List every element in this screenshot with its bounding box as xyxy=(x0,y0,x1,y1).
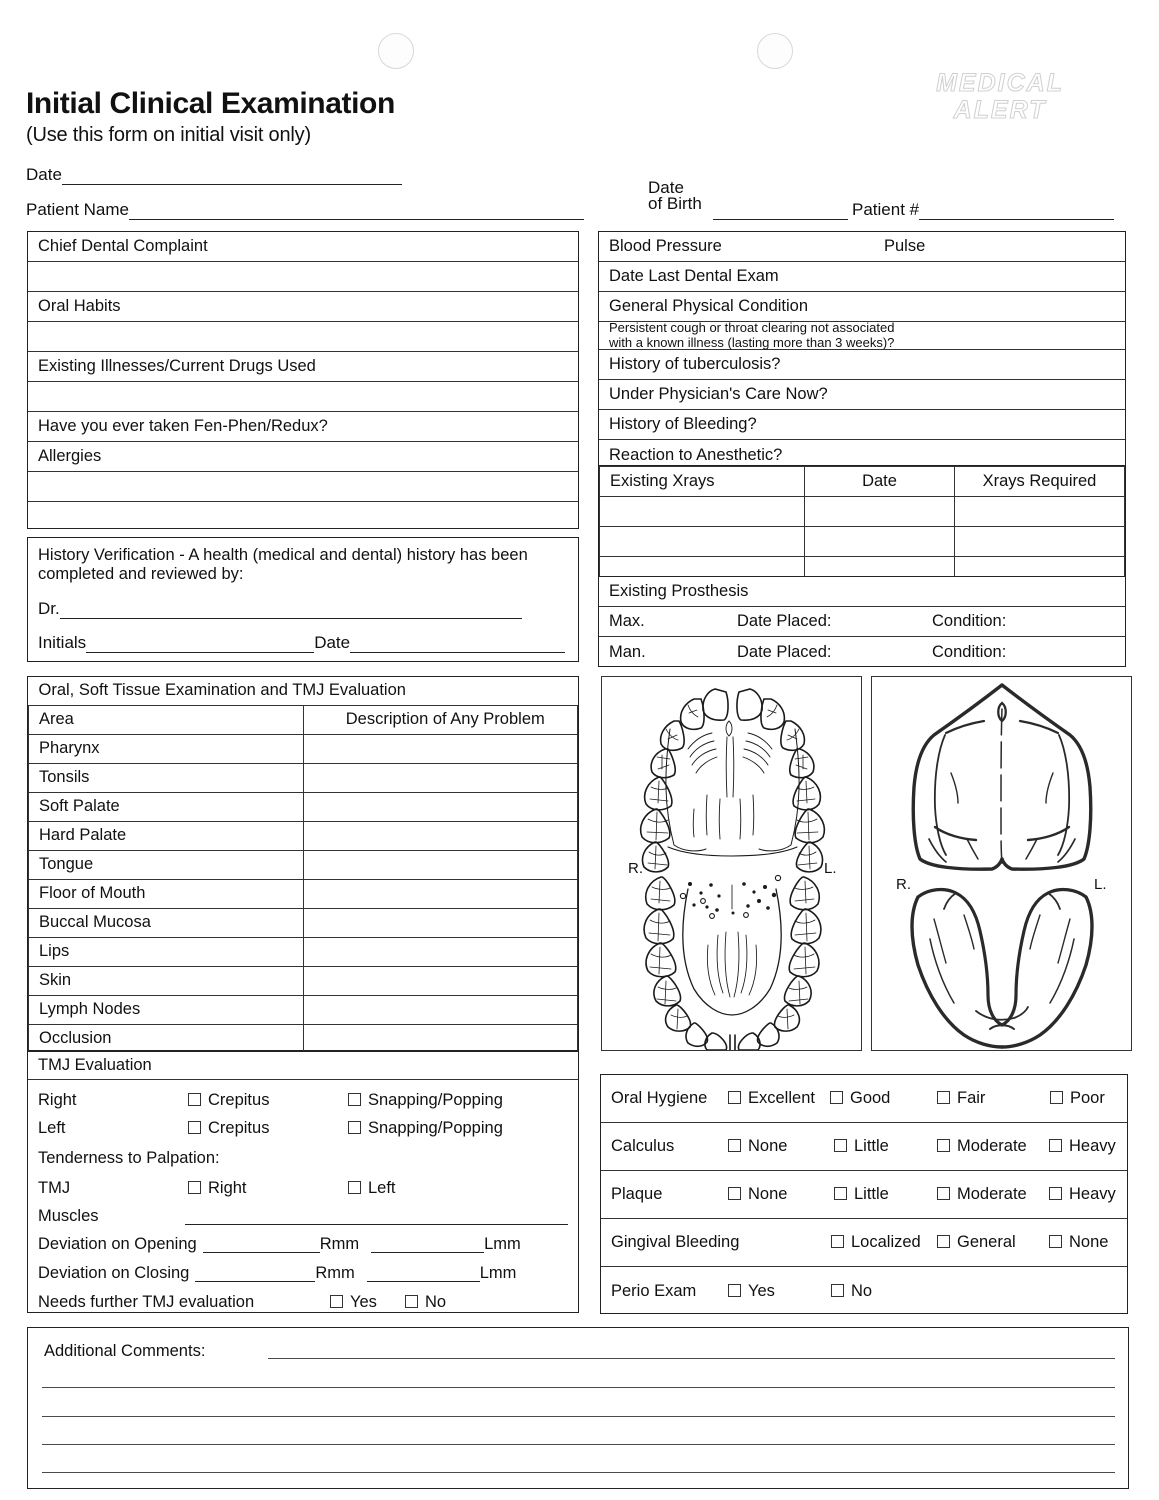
calculus-moderate[interactable] xyxy=(937,1137,1027,1156)
gingival-bleeding-general[interactable] xyxy=(937,1233,1016,1252)
calculus-heavy[interactable] xyxy=(1049,1137,1116,1156)
xrays-col-required: Xrays Required xyxy=(955,467,1125,497)
prosthesis-man-label: Man. xyxy=(609,642,646,661)
allergies-label-row: Allergies xyxy=(28,442,578,472)
checkbox-icon[interactable] xyxy=(831,1284,844,1297)
xrays-header-row xyxy=(600,467,1125,497)
patient-number-input[interactable] xyxy=(919,203,1114,220)
tmj-title: TMJ Evaluation xyxy=(28,1052,578,1080)
snapping-label: Snapping/Popping xyxy=(368,1090,503,1109)
prosthesis-man-row[interactable] xyxy=(599,637,1125,667)
edentulous-right-label: R. xyxy=(896,876,911,893)
palpation-left-label: Left xyxy=(368,1178,396,1197)
plaque-label: Plaque xyxy=(611,1185,663,1203)
tmj-left-crepitus[interactable] xyxy=(188,1119,348,1138)
patient-name-label: Patient Name xyxy=(26,200,129,219)
soft-tissue-table xyxy=(28,677,578,1054)
edentulous-arch-svg xyxy=(872,677,1132,1051)
checkbox-icon[interactable] xyxy=(728,1091,741,1104)
allergies-entry-row-2[interactable] xyxy=(28,502,578,532)
area-description-input[interactable] xyxy=(303,937,578,966)
checkbox-icon[interactable] xyxy=(188,1093,201,1106)
area-description-input[interactable] xyxy=(303,792,578,821)
tmj-left-row xyxy=(38,1114,568,1142)
date-field[interactable] xyxy=(26,165,402,185)
further-evaluation-row xyxy=(38,1288,568,1316)
patient-number-field[interactable] xyxy=(852,200,1114,220)
dob-label xyxy=(648,180,702,212)
table-row[interactable] xyxy=(29,763,578,792)
area-description-input[interactable] xyxy=(303,966,578,995)
area-description-input[interactable] xyxy=(303,821,578,850)
oral-habits-entry-row[interactable] xyxy=(28,322,578,352)
deviation-opening-lmm: Lmm xyxy=(484,1235,521,1253)
history-dr-input[interactable] xyxy=(60,602,522,619)
tmj-right-label: Right xyxy=(38,1090,77,1109)
medical-alert-line1: MEDICAL xyxy=(936,69,1064,97)
date-label: Date xyxy=(26,165,62,184)
comment-line-2[interactable] xyxy=(42,1387,1115,1388)
table-row[interactable] xyxy=(29,1024,578,1053)
chief-complaint-box xyxy=(27,231,579,529)
xrays-col-existing: Existing Xrays xyxy=(600,467,805,497)
tmj-left-label: Left xyxy=(38,1118,66,1137)
comment-line-4[interactable] xyxy=(42,1444,1115,1445)
option-label: Heavy xyxy=(1069,1185,1116,1203)
xray-existing-input[interactable] xyxy=(600,527,805,557)
area-label: Floor of Mouth xyxy=(29,879,304,908)
area-label: Hard Palate xyxy=(29,821,304,850)
option-label: Poor xyxy=(1070,1089,1105,1107)
deviation-closing-lmm: Lmm xyxy=(479,1264,517,1282)
perio-exam-label: Perio Exam xyxy=(611,1281,697,1300)
option-label: Excellent xyxy=(748,1089,815,1107)
area-description-input[interactable] xyxy=(303,995,578,1024)
history-verification-text: History Verification - A health (medical and dental) history has been completed and reviewed by: xyxy=(38,546,528,584)
punch-hole-left xyxy=(378,33,414,69)
persistent-cough-row[interactable] xyxy=(599,319,1125,350)
page-subtitle: (Use this form on initial visit only) xyxy=(26,124,311,146)
checkbox-icon[interactable] xyxy=(937,1235,950,1248)
medical-alert-line2: ALERT xyxy=(953,96,1047,124)
area-label: Lymph Nodes xyxy=(29,995,304,1024)
table-row[interactable] xyxy=(29,908,578,937)
option-label: Fair xyxy=(957,1089,986,1107)
checkbox-icon[interactable] xyxy=(834,1139,847,1152)
tmj-palpation-right[interactable] xyxy=(188,1179,348,1198)
table-row[interactable] xyxy=(29,734,578,763)
tmj-palpation-label: TMJ xyxy=(38,1178,71,1197)
deviation-closing-label: Deviation on Closing xyxy=(38,1264,190,1282)
existing-xrays-box xyxy=(598,465,1126,586)
soft-tissue-title: Oral, Soft Tissue Examination and TMJ Evaluation xyxy=(29,677,578,705)
area-description-input[interactable] xyxy=(303,1024,578,1053)
table-row[interactable] xyxy=(29,995,578,1024)
oral-hygiene-poor[interactable] xyxy=(1050,1089,1105,1108)
checkbox-icon[interactable] xyxy=(1050,1091,1063,1104)
option-label: Yes xyxy=(748,1281,775,1300)
page-title: Initial Clinical Examination xyxy=(26,87,395,120)
dentate-left-label: L. xyxy=(824,860,837,877)
patient-number-label: Patient # xyxy=(852,200,920,219)
dentate-right-label: R. xyxy=(628,860,643,877)
calculus-little[interactable] xyxy=(834,1137,889,1156)
tmj-right-crepitus[interactable] xyxy=(188,1091,348,1110)
chief-complaint-entry-row[interactable] xyxy=(28,262,578,292)
option-label: Localized xyxy=(851,1233,921,1251)
checkbox-icon[interactable] xyxy=(330,1295,343,1308)
oral-habits-label-row: Oral Habits xyxy=(28,292,578,322)
cough-line-2: with a known illness (lasting more than 3 weeks)? xyxy=(609,334,895,350)
patient-name-input[interactable] xyxy=(129,203,584,220)
area-description-input[interactable] xyxy=(303,850,578,879)
prosthesis-man-date-label: Date Placed: xyxy=(737,642,832,661)
prosthesis-title-row: Existing Prosthesis xyxy=(599,577,1125,607)
area-description-input[interactable] xyxy=(303,734,578,763)
existing-prosthesis-box xyxy=(598,576,1126,667)
gingival-bleeding-none[interactable] xyxy=(1049,1233,1108,1252)
existing-illnesses-entry-row[interactable] xyxy=(28,382,578,412)
deviation-opening-label: Deviation on Opening xyxy=(38,1235,197,1253)
medical-alert-watermark xyxy=(936,70,1064,124)
allergies-entry-row-1[interactable] xyxy=(28,472,578,502)
soft-tissue-header-row xyxy=(29,705,578,734)
soft-tissue-col-area: Area xyxy=(29,705,304,734)
muscles-row[interactable] xyxy=(38,1202,568,1230)
plaque-none[interactable] xyxy=(728,1185,787,1204)
oral-hygiene-box xyxy=(600,1074,1128,1314)
option-label: Good xyxy=(850,1089,891,1107)
option-label: None xyxy=(748,1137,788,1155)
deviation-closing-rmm: Rmm xyxy=(315,1264,355,1282)
general-physical-condition-row[interactable]: General Physical Condition xyxy=(599,292,1125,322)
table-row[interactable] xyxy=(29,850,578,879)
area-description-input[interactable] xyxy=(303,763,578,792)
area-label: Buccal Mucosa xyxy=(29,908,304,937)
comment-line-1[interactable] xyxy=(268,1358,1115,1359)
existing-illnesses-label-row: Existing Illnesses/Current Drugs Used xyxy=(28,352,578,382)
prosthesis-max-date-label: Date Placed: xyxy=(737,612,832,630)
checkbox-icon[interactable] xyxy=(1049,1139,1062,1152)
history-date-label: Date xyxy=(314,632,351,652)
perio-exam-yes[interactable] xyxy=(728,1282,775,1301)
no-label: No xyxy=(425,1292,447,1311)
xray-date-input[interactable] xyxy=(805,527,955,557)
checkbox-icon[interactable] xyxy=(834,1187,847,1200)
tmj-right-snapping[interactable] xyxy=(348,1091,503,1110)
area-label: Tongue xyxy=(29,850,304,879)
table-row[interactable] xyxy=(29,821,578,850)
checkbox-icon[interactable] xyxy=(830,1091,843,1104)
checkbox-icon[interactable] xyxy=(1049,1235,1062,1248)
xrays-col-date: Date xyxy=(805,467,955,497)
tmj-evaluation-box xyxy=(27,1051,579,1313)
soft-tissue-exam-box xyxy=(27,676,579,1051)
deviation-opening-l-input[interactable] xyxy=(371,1236,484,1253)
checkbox-icon[interactable] xyxy=(348,1121,361,1134)
calculus-none[interactable] xyxy=(728,1137,787,1156)
table-row[interactable] xyxy=(29,937,578,966)
option-label: General xyxy=(957,1233,1016,1251)
deviation-opening-row[interactable] xyxy=(38,1230,568,1259)
option-label: None xyxy=(748,1185,788,1203)
blood-pressure-label: Blood Pressure xyxy=(609,237,722,255)
history-initials-input[interactable] xyxy=(86,636,314,653)
tmj-palpation-row xyxy=(38,1174,568,1202)
date-input[interactable] xyxy=(62,168,402,185)
anesthetic-reaction-row[interactable]: Reaction to Anesthetic? xyxy=(609,445,783,464)
checkbox-icon[interactable] xyxy=(348,1093,361,1106)
tmj-palpation-left[interactable] xyxy=(348,1179,396,1198)
yes-label: Yes xyxy=(350,1292,377,1311)
calculus-label: Calculus xyxy=(611,1137,675,1155)
checkbox-icon[interactable] xyxy=(728,1139,741,1152)
palpation-right-label: Right xyxy=(208,1178,247,1197)
plaque-moderate[interactable] xyxy=(937,1185,1027,1204)
history-initials-label: Initials xyxy=(38,632,87,652)
muscles-input[interactable] xyxy=(185,1208,568,1225)
area-description-input[interactable] xyxy=(303,908,578,937)
table-row[interactable] xyxy=(600,497,1125,527)
perio-exam-row xyxy=(601,1267,1127,1315)
checkbox-icon[interactable] xyxy=(1049,1187,1062,1200)
tenderness-heading: Tenderness to Palpation: xyxy=(38,1148,220,1167)
gingival-bleeding-label: Gingival Bleeding xyxy=(611,1233,740,1251)
muscles-label: Muscles xyxy=(38,1206,99,1225)
area-description-input[interactable] xyxy=(303,879,578,908)
checkbox-icon[interactable] xyxy=(348,1181,361,1194)
dentate-arch-svg xyxy=(602,677,862,1051)
plaque-heavy[interactable] xyxy=(1049,1185,1116,1204)
gingival-bleeding-row xyxy=(601,1219,1127,1267)
xray-required-input[interactable] xyxy=(955,497,1125,527)
deviation-closing-r-input[interactable] xyxy=(195,1265,315,1282)
prosthesis-max-row[interactable] xyxy=(599,607,1125,637)
calculus-row xyxy=(601,1123,1127,1171)
crepitus-label: Crepitus xyxy=(208,1090,270,1109)
area-label: Lips xyxy=(29,937,304,966)
option-label: No xyxy=(851,1281,873,1300)
physician-care-row[interactable]: Under Physician's Care Now? xyxy=(599,380,1125,410)
history-dr-label: Dr. xyxy=(38,598,60,618)
oral-hygiene-excellent[interactable] xyxy=(728,1089,815,1108)
additional-comments-box[interactable] xyxy=(27,1327,1129,1489)
history-dr-field[interactable] xyxy=(38,599,568,619)
table-row[interactable] xyxy=(29,792,578,821)
pulse-label: Pulse xyxy=(884,237,926,255)
area-label: Skin xyxy=(29,966,304,995)
further-evaluation-yes[interactable] xyxy=(330,1293,405,1312)
perio-exam-no[interactable] xyxy=(831,1282,872,1301)
prosthesis-max-condition-label: Condition: xyxy=(932,612,1007,630)
option-label: Moderate xyxy=(957,1137,1027,1155)
oral-hygiene-row xyxy=(601,1075,1127,1123)
tuberculosis-row[interactable]: History of tuberculosis? xyxy=(599,350,1125,380)
punch-hole-right xyxy=(757,33,793,69)
date-last-exam-row[interactable]: Date Last Dental Exam xyxy=(599,262,1125,292)
option-label: Little xyxy=(854,1137,889,1155)
further-evaluation-label: Needs further TMJ evaluation xyxy=(38,1292,255,1311)
chief-complaint-label-row: Chief Dental Complaint xyxy=(28,232,578,262)
area-label: Soft Palate xyxy=(29,792,304,821)
gingival-bleeding-localized[interactable] xyxy=(831,1233,921,1252)
medical-history-box xyxy=(598,231,1126,467)
xray-required-input[interactable] xyxy=(955,527,1125,557)
prosthesis-man-condition-label: Condition: xyxy=(932,642,1007,661)
plaque-row xyxy=(601,1171,1127,1219)
option-label: Heavy xyxy=(1069,1137,1116,1155)
checkbox-icon[interactable] xyxy=(937,1091,950,1104)
xrays-table xyxy=(599,466,1125,587)
table-row[interactable] xyxy=(29,879,578,908)
table-row[interactable] xyxy=(600,527,1125,557)
dob-label-line2: of Birth xyxy=(648,194,702,214)
comment-line-3[interactable] xyxy=(42,1416,1115,1417)
comment-line-5[interactable] xyxy=(42,1472,1115,1473)
area-label: Tonsils xyxy=(29,763,304,792)
deviation-opening-rmm: Rmm xyxy=(319,1235,360,1253)
deviation-opening-r-input[interactable] xyxy=(203,1236,320,1253)
deviation-closing-row[interactable] xyxy=(38,1259,568,1288)
area-label: Pharynx xyxy=(29,734,304,763)
xray-date-input[interactable] xyxy=(805,497,955,527)
history-verification-box xyxy=(27,537,579,662)
oral-hygiene-good[interactable] xyxy=(830,1089,890,1108)
dob-input[interactable] xyxy=(713,203,848,220)
bleeding-history-row[interactable]: History of Bleeding? xyxy=(599,410,1125,440)
checkbox-icon[interactable] xyxy=(937,1139,950,1152)
edentulous-left-label: L. xyxy=(1094,876,1107,893)
crepitus-label: Crepitus xyxy=(208,1118,270,1137)
additional-comments-label: Additional Comments: xyxy=(44,1342,206,1360)
area-label: Occlusion xyxy=(29,1024,304,1053)
oral-hygiene-label: Oral Hygiene xyxy=(611,1089,708,1107)
checkbox-icon[interactable] xyxy=(728,1284,741,1297)
blood-pressure-row[interactable] xyxy=(599,232,1125,262)
checkbox-icon[interactable] xyxy=(831,1235,844,1248)
checkbox-icon[interactable] xyxy=(937,1187,950,1200)
oral-hygiene-fair[interactable] xyxy=(937,1089,985,1108)
checkbox-icon[interactable] xyxy=(728,1187,741,1200)
fen-phen-label-row: Have you ever taken Fen-Phen/Redux? xyxy=(28,412,578,442)
option-label: Little xyxy=(854,1185,889,1203)
edentulous-arch-diagram xyxy=(871,676,1132,1051)
patient-name-field[interactable] xyxy=(26,200,584,220)
checkbox-icon[interactable] xyxy=(405,1295,418,1308)
tmj-left-snapping[interactable] xyxy=(348,1119,503,1138)
prosthesis-max-label: Max. xyxy=(609,612,645,630)
checkbox-icon[interactable] xyxy=(188,1181,201,1194)
checkbox-icon[interactable] xyxy=(188,1121,201,1134)
table-row[interactable] xyxy=(29,966,578,995)
option-label: None xyxy=(1069,1233,1109,1251)
soft-tissue-col-desc: Description of Any Problem xyxy=(303,705,578,734)
option-label: Moderate xyxy=(957,1185,1027,1203)
xray-existing-input[interactable] xyxy=(600,497,805,527)
deviation-closing-l-input[interactable] xyxy=(367,1265,480,1282)
dob-field[interactable] xyxy=(713,200,848,220)
dentate-arch-diagram xyxy=(601,676,862,1051)
history-date-input[interactable] xyxy=(350,636,565,653)
snapping-label: Snapping/Popping xyxy=(368,1118,503,1137)
history-initials-date-field[interactable] xyxy=(38,633,568,653)
dob-label-line1: Date xyxy=(648,178,684,197)
tmj-right-row xyxy=(38,1086,568,1114)
soft-tissue-title-row xyxy=(29,677,578,705)
further-evaluation-no[interactable] xyxy=(405,1293,446,1312)
cough-line-1: Persistent cough or throat clearing not associated xyxy=(609,319,895,335)
plaque-little[interactable] xyxy=(834,1185,889,1204)
